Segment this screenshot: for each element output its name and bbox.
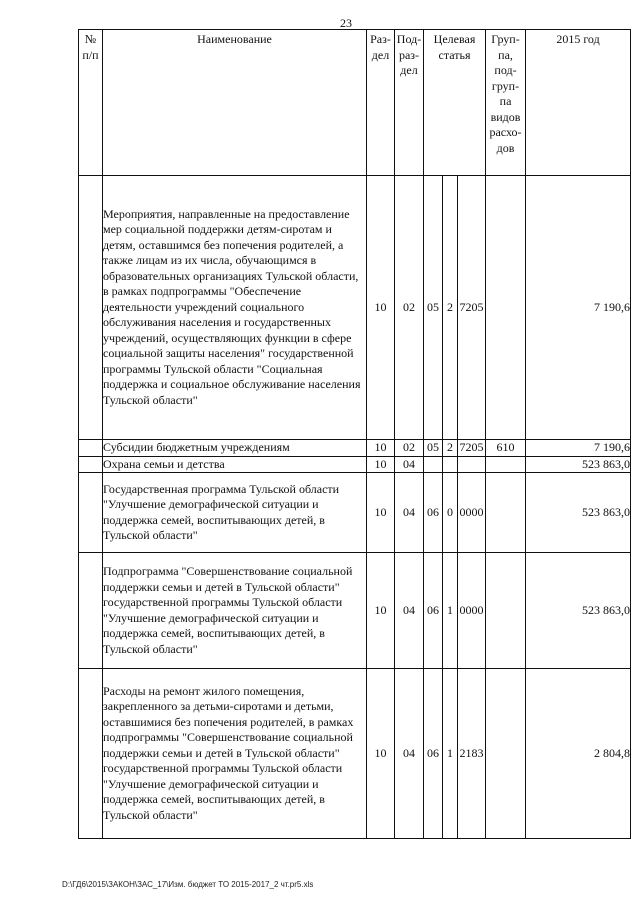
header-name	[103, 30, 367, 176]
row-section: 10	[367, 176, 395, 440]
header-num-text: № п/п	[82, 32, 99, 62]
row-amount: 523 863,0	[526, 473, 631, 553]
header-target	[424, 30, 486, 176]
row-num	[79, 553, 103, 669]
row-subsection: 02	[395, 176, 424, 440]
table-header-row	[79, 30, 631, 176]
row-amount: 523 863,0	[526, 553, 631, 669]
row-name: Расходы на ремонт жилого помещения, закрепленного за детьми-сиротами и детьми, оставшимися без попечения родителей, в рамках подпрограммы "Совершенствование социальной поддержки семьи и детей в Тульской области" государственной программы Тульской области "Улучшение демографической ситуации и поддержка семей, воспитывающих детей, в Тульской области"	[103, 669, 367, 839]
row-group	[486, 669, 526, 839]
header-subsection-text: Под- раз- дел	[396, 32, 422, 77]
header-year	[526, 30, 631, 176]
row-name: Мероприятия, направленные на предоставление мер социальной поддержки детям-сиротам и детям, оставшимся без попечения родителей, а также лицам из их числа, обучающимся в образовательных организациях Тульской области, в рамках подпрограммы "Обеспечение деятельности учреждений социального обслуживания населения и государственных учреждений, осуществляющих функции в сфере социальной защиты населения" государственной программы Тульской области "Социальная поддержка и социальное обслуживание населения Тульской области"	[103, 176, 367, 440]
row-target-2	[443, 456, 458, 473]
row-num	[79, 176, 103, 440]
row-target-1: 05	[424, 176, 443, 440]
row-group: 610	[486, 440, 526, 457]
row-target-2: 0	[443, 473, 458, 553]
header-subsection	[395, 30, 424, 176]
header-section	[367, 30, 395, 176]
file-path-footer: D:\ГД6\2015\ЗАКОН\ЗАС_17\Изм. бюджет ТО 2015-2017_2 чт.pr5.xls	[62, 880, 314, 889]
row-target-2: 1	[443, 669, 458, 839]
row-group	[486, 456, 526, 473]
header-group-text: Груп- па, под- груп- па видов расхо- дов	[489, 32, 522, 155]
row-target-3: 0000	[458, 473, 486, 553]
table-row	[79, 473, 631, 553]
row-target-2: 1	[443, 553, 458, 669]
row-amount: 2 804,8	[526, 669, 631, 839]
page-number: 23	[340, 16, 352, 30]
row-target-3: 7205	[458, 440, 486, 457]
row-target-3	[458, 456, 486, 473]
row-target-1: 06	[424, 669, 443, 839]
row-target-2: 2	[443, 440, 458, 457]
row-target-1: 05	[424, 440, 443, 457]
row-num	[79, 440, 103, 457]
row-subsection: 04	[395, 669, 424, 839]
row-subsection: 04	[395, 473, 424, 553]
row-target-2: 2	[443, 176, 458, 440]
row-section: 10	[367, 456, 395, 473]
row-target-3: 0000	[458, 553, 486, 669]
row-target-1: 06	[424, 553, 443, 669]
row-amount: 7 190,6	[526, 440, 631, 457]
header-year-text: 2015 год	[556, 32, 600, 46]
row-subsection: 02	[395, 440, 424, 457]
table-row	[79, 456, 631, 473]
row-group	[486, 176, 526, 440]
header-name-text: Наименование	[197, 32, 272, 46]
row-group	[486, 473, 526, 553]
row-section: 10	[367, 669, 395, 839]
row-name: Государственная программа Тульской области "Улучшение демографической ситуации и поддержка семей, воспитывающих детей, в Тульской области"	[103, 473, 367, 553]
header-group	[486, 30, 526, 176]
table-row	[79, 669, 631, 839]
table-row	[79, 176, 631, 440]
row-amount: 7 190,6	[526, 176, 631, 440]
row-target-1: 06	[424, 473, 443, 553]
row-name: Охрана семьи и детства	[103, 456, 367, 473]
row-subsection: 04	[395, 553, 424, 669]
row-subsection: 04	[395, 456, 424, 473]
row-section: 10	[367, 553, 395, 669]
row-section: 10	[367, 473, 395, 553]
row-target-3: 2183	[458, 669, 486, 839]
row-target-1	[424, 456, 443, 473]
table-row	[79, 440, 631, 457]
row-num	[79, 669, 103, 839]
row-name: Подпрограмма "Совершенствование социальной поддержки семьи и детей в Тульской области" государственной программы Тульской области "Улучшение демографической ситуации и поддержка семей, воспитывающих детей, в Тульской области"	[103, 553, 367, 669]
table-row	[79, 553, 631, 669]
header-target-text: Целевая статья	[433, 32, 476, 62]
row-amount: 523 863,0	[526, 456, 631, 473]
header-num	[79, 30, 103, 176]
row-group	[486, 553, 526, 669]
row-name: Субсидии бюджетным учреждениям	[103, 440, 367, 457]
row-num	[79, 473, 103, 553]
budget-table	[78, 29, 631, 839]
row-target-3: 7205	[458, 176, 486, 440]
row-num	[79, 456, 103, 473]
header-section-text: Раз- дел	[370, 32, 391, 62]
row-section: 10	[367, 440, 395, 457]
